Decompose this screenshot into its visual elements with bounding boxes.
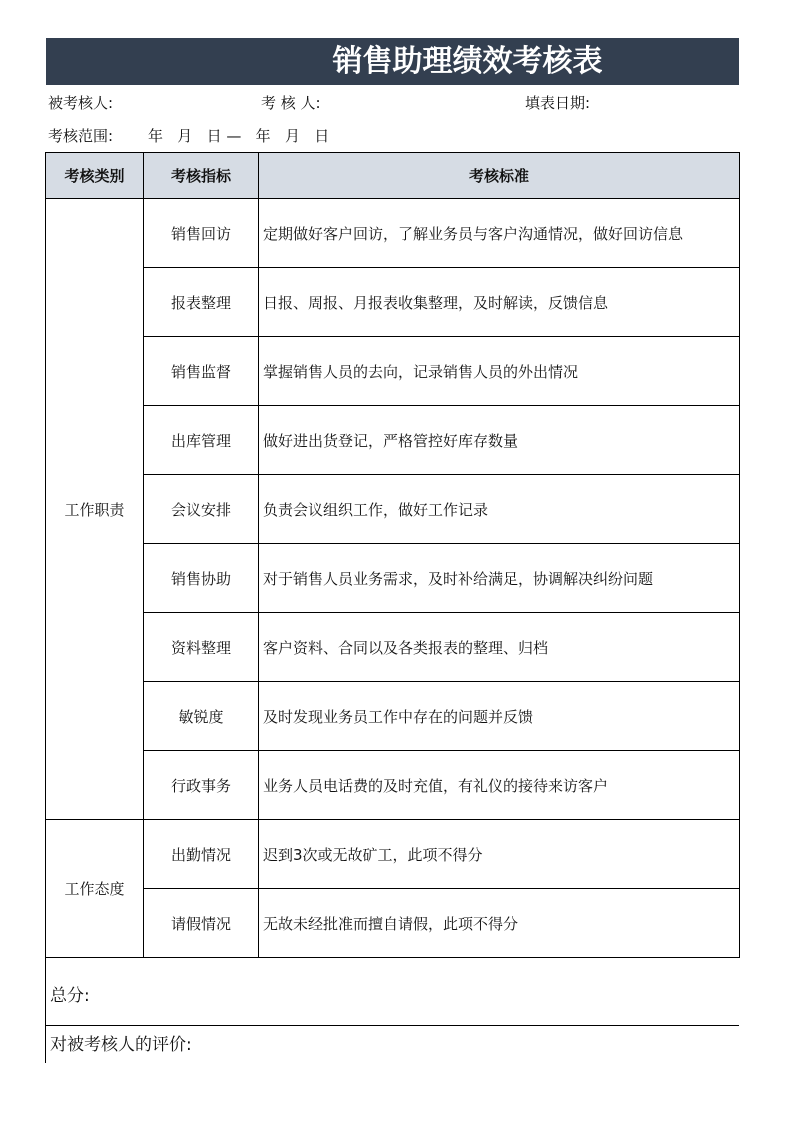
page-title: 销售助理绩效考核表 [332, 44, 603, 79]
standard-cell: 负责会议组织工作，做好工作记录 [259, 475, 740, 544]
table-row [46, 613, 740, 682]
category-cell: 工作职责 [46, 199, 144, 820]
standard-cell: 客户资料、合同以及各类报表的整理、归档 [259, 613, 740, 682]
assessee-label: 被考核人: [48, 94, 114, 112]
evaluation-label: 对被考核人的评价: [50, 1035, 192, 1055]
indicator-cell: 出库管理 [144, 406, 259, 475]
header-standard: 考核标准 [259, 153, 740, 199]
table-row [46, 268, 740, 337]
assessor-label: 考 核 人: [261, 94, 321, 112]
indicator-cell: 请假情况 [144, 889, 259, 958]
standard-cell: 定期做好客户回访，了解业务员与客户沟通情况，做好回访信息 [259, 199, 740, 268]
table-row [46, 751, 740, 820]
table-header-row [46, 153, 740, 199]
indicator-cell: 报表整理 [144, 268, 259, 337]
fill-date-label: 填表日期: [525, 94, 591, 112]
category-cell: 工作态度 [46, 820, 144, 958]
table-row [46, 889, 740, 958]
standard-cell: 对于销售人员业务需求，及时补给满足，协调解决纠纷问题 [259, 544, 740, 613]
title-bar [46, 38, 739, 85]
standard-cell: 日报、周报、月报表收集整理，及时解读，反馈信息 [259, 268, 740, 337]
indicator-cell: 会议安排 [144, 475, 259, 544]
range-label: 考核范围: [48, 127, 114, 145]
range-value: 年 月 日 — 年 月 日 [148, 127, 330, 145]
standard-cell: 掌握销售人员的去向，记录销售人员的外出情况 [259, 337, 740, 406]
standard-cell: 业务人员电话费的及时充值，有礼仪的接待来访客户 [259, 751, 740, 820]
table-row [46, 544, 740, 613]
indicator-cell: 销售回访 [144, 199, 259, 268]
table-row [46, 820, 740, 889]
total-score-row [45, 957, 739, 1026]
indicator-cell: 出勤情况 [144, 820, 259, 889]
standard-cell: 无故未经批准而擅自请假，此项不得分 [259, 889, 740, 958]
assessment-table [45, 152, 740, 958]
indicator-cell: 销售协助 [144, 544, 259, 613]
indicator-cell: 销售监督 [144, 337, 259, 406]
table-row [46, 406, 740, 475]
total-score-label: 总分: [50, 986, 90, 1006]
standard-cell: 做好进出货登记，严格管控好库存数量 [259, 406, 740, 475]
header-indicator: 考核指标 [144, 153, 259, 199]
standard-cell: 迟到3次或无故矿工，此项不得分 [259, 820, 740, 889]
table-row [46, 682, 740, 751]
table-row [46, 337, 740, 406]
header-category: 考核类别 [46, 153, 144, 199]
standard-cell: 及时发现业务员工作中存在的问题并反馈 [259, 682, 740, 751]
indicator-cell: 行政事务 [144, 751, 259, 820]
indicator-cell: 资料整理 [144, 613, 259, 682]
indicator-cell: 敏锐度 [144, 682, 259, 751]
table-row [46, 475, 740, 544]
table-row [46, 199, 740, 268]
evaluation-row [45, 1026, 739, 1063]
